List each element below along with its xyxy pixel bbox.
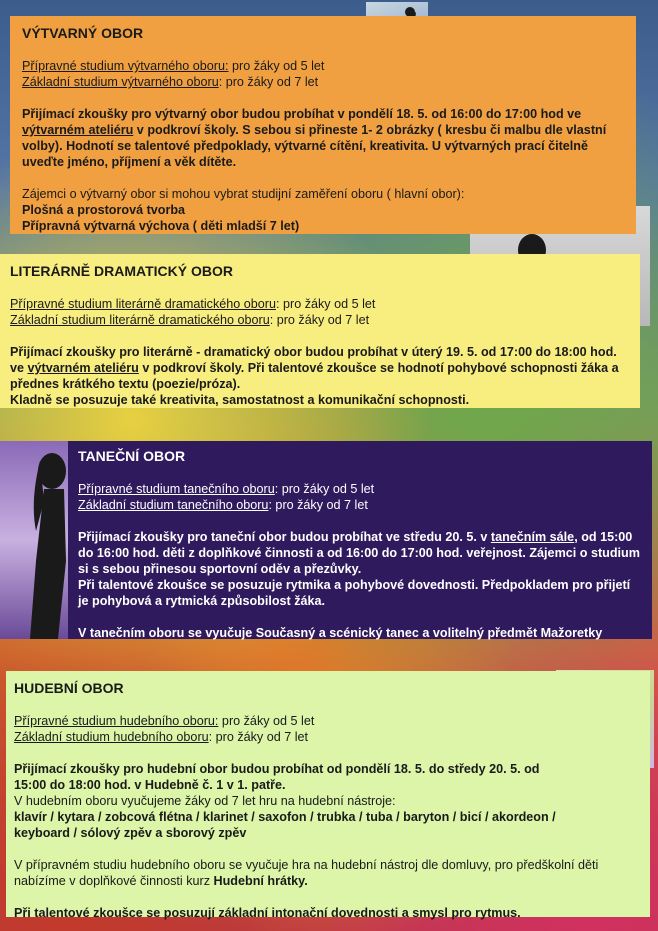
art-section bbox=[10, 16, 636, 234]
music-instruments: klavír / kytara / zobcová flétna / klarinet / saxofon / trubka / tuba / baryton / bicí / akordeon / keyboard / sólový zpěv a sborový zpěv bbox=[14, 810, 556, 840]
music-course-name: Hudební hrátky. bbox=[213, 874, 308, 888]
dance-note: V tanečním oboru se vyučuje Současný a scénický tanec a volitelný předmět Mažoretky bbox=[78, 626, 603, 640]
dance-exam-text-2: , od 15:00 do 16:00 hod. děti z doplňkové činnosti a od 16:00 do 17:00 hod. veřejnost. Zájemci o studium si s sebou přinesou sportovní oděv a přezůvky. bbox=[78, 530, 640, 576]
dancer-photo bbox=[0, 441, 70, 639]
drama-exam-text: Přijímací zkoušky pro literárně - dramatický obor budou probíhat v úterý 19. 5. od 17:00 do 18:00 hod. ve bbox=[10, 345, 617, 375]
art-choice-intro: Zájemci o výtvarný obor si mohou vybrat studijní zaměření oboru ( hlavní obor): bbox=[22, 187, 465, 201]
art-exam-text-2: v podkroví školy. S sebou si přineste 1- 2 obrázky ( kresbu či malbu dle vlastní volby). Hodnotí se talentové předpoklady, výtvarné cítění, kreativita. U výtvarných prací čitelně uveďte jméno, příjmení a věk dítěte. bbox=[22, 123, 607, 169]
drama-section bbox=[0, 254, 640, 408]
music-prep-age: pro žáky od 5 let bbox=[218, 714, 315, 728]
art-choice-2: Přípravná výtvarná výchova ( děti mladší 7 let) bbox=[22, 219, 300, 233]
dance-basic-age: : pro žáky od 7 let bbox=[268, 498, 368, 512]
drama-prep-age: : pro žáky od 5 let bbox=[276, 297, 376, 311]
art-title: VÝTVARNÝ OBOR bbox=[22, 25, 144, 41]
music-prep-note: V přípravném studiu hudebního oboru se vyučuje hra na hudební nástroj dle domluvy, pro předškolní děti nabízíme v doplňkové činnosti kurz bbox=[14, 858, 599, 888]
music-teach-intro: V hudebním oboru vyučujeme žáky od 7 let hru na hudební nástroje: bbox=[14, 794, 396, 808]
dance-section bbox=[68, 441, 652, 639]
drama-basic-link[interactable]: Základní studium literárně dramatického oboru bbox=[10, 313, 270, 327]
drama-exam-text-2: v podkroví školy. Při talentové zkoušce se hodnotí pohybové schopnosti žáka a přednes krátkého textu (poezie/próza). bbox=[10, 361, 619, 391]
art-basic-link[interactable]: Základní studium výtvarného oboru bbox=[22, 75, 219, 89]
music-exam-text: Přijímací zkoušky pro hudební obor budou probíhat od pondělí 18. 5. do středy 20. 5. od 15:00 do 18:00 hod. v Hudebně č. 1 v 1. patře. bbox=[14, 762, 540, 792]
dance-exam-text-3: Při talentové zkoušce se posuzuje rytmika a pohybové dovednosti. Předpokladem pro přijetí je pohybová a rytmická způsobilost žáka. bbox=[78, 578, 631, 608]
dance-prep-link[interactable]: Přípravné studium tanečního oboru bbox=[78, 482, 275, 496]
art-choice-1: Plošná a prostorová tvorba bbox=[22, 203, 186, 217]
dance-basic-link[interactable]: Základní studium tanečního oboru bbox=[78, 498, 269, 512]
drama-exam-text-3: Kladně se posuzuje také kreativita, samostatnost a komunikační schopnosti. bbox=[10, 393, 470, 407]
music-final-note: Při talentové zkoušce se posuzují základní intonační dovednosti a smysl pro rytmus. bbox=[14, 906, 521, 920]
dance-hall-link[interactable]: tanečním sále bbox=[490, 530, 575, 544]
drama-basic-age: : pro žáky od 7 let bbox=[269, 313, 370, 327]
art-prep-age: pro žáky od 5 let bbox=[228, 59, 325, 73]
music-basic-link[interactable]: Základní studium hudebního oboru bbox=[14, 730, 209, 744]
drama-title: LITERÁRNĚ DRAMATICKÝ OBOR bbox=[10, 263, 233, 279]
music-prep-link[interactable]: Přípravné studium hudebního oboru: bbox=[14, 714, 219, 728]
art-basic-age: : pro žáky od 7 let bbox=[218, 75, 319, 89]
music-title: HUDEBNÍ OBOR bbox=[14, 680, 124, 696]
art-atelier-link[interactable]: výtvarném ateliéru bbox=[22, 123, 134, 137]
dance-exam-text: Přijímací zkoušky pro taneční obor budou probíhat ve středu 20. 5. v bbox=[78, 530, 491, 544]
drama-prep-link[interactable]: Přípravné studium literárně dramatického oboru bbox=[10, 297, 276, 311]
art-prep-link[interactable]: Přípravné studium výtvarného oboru: bbox=[22, 59, 229, 73]
dance-prep-age: : pro žáky od 5 let bbox=[274, 482, 375, 496]
dance-title: TANEČNÍ OBOR bbox=[78, 448, 186, 464]
art-exam-text: Přijímací zkoušky pro výtvarný obor budou probíhat v pondělí 18. 5. od 16:00 do 17:00 hod ve bbox=[22, 107, 582, 121]
music-section bbox=[6, 671, 650, 920]
music-basic-age: : pro žáky od 7 let bbox=[208, 730, 309, 744]
drama-atelier-link[interactable]: výtvarném ateliéru bbox=[27, 361, 139, 375]
